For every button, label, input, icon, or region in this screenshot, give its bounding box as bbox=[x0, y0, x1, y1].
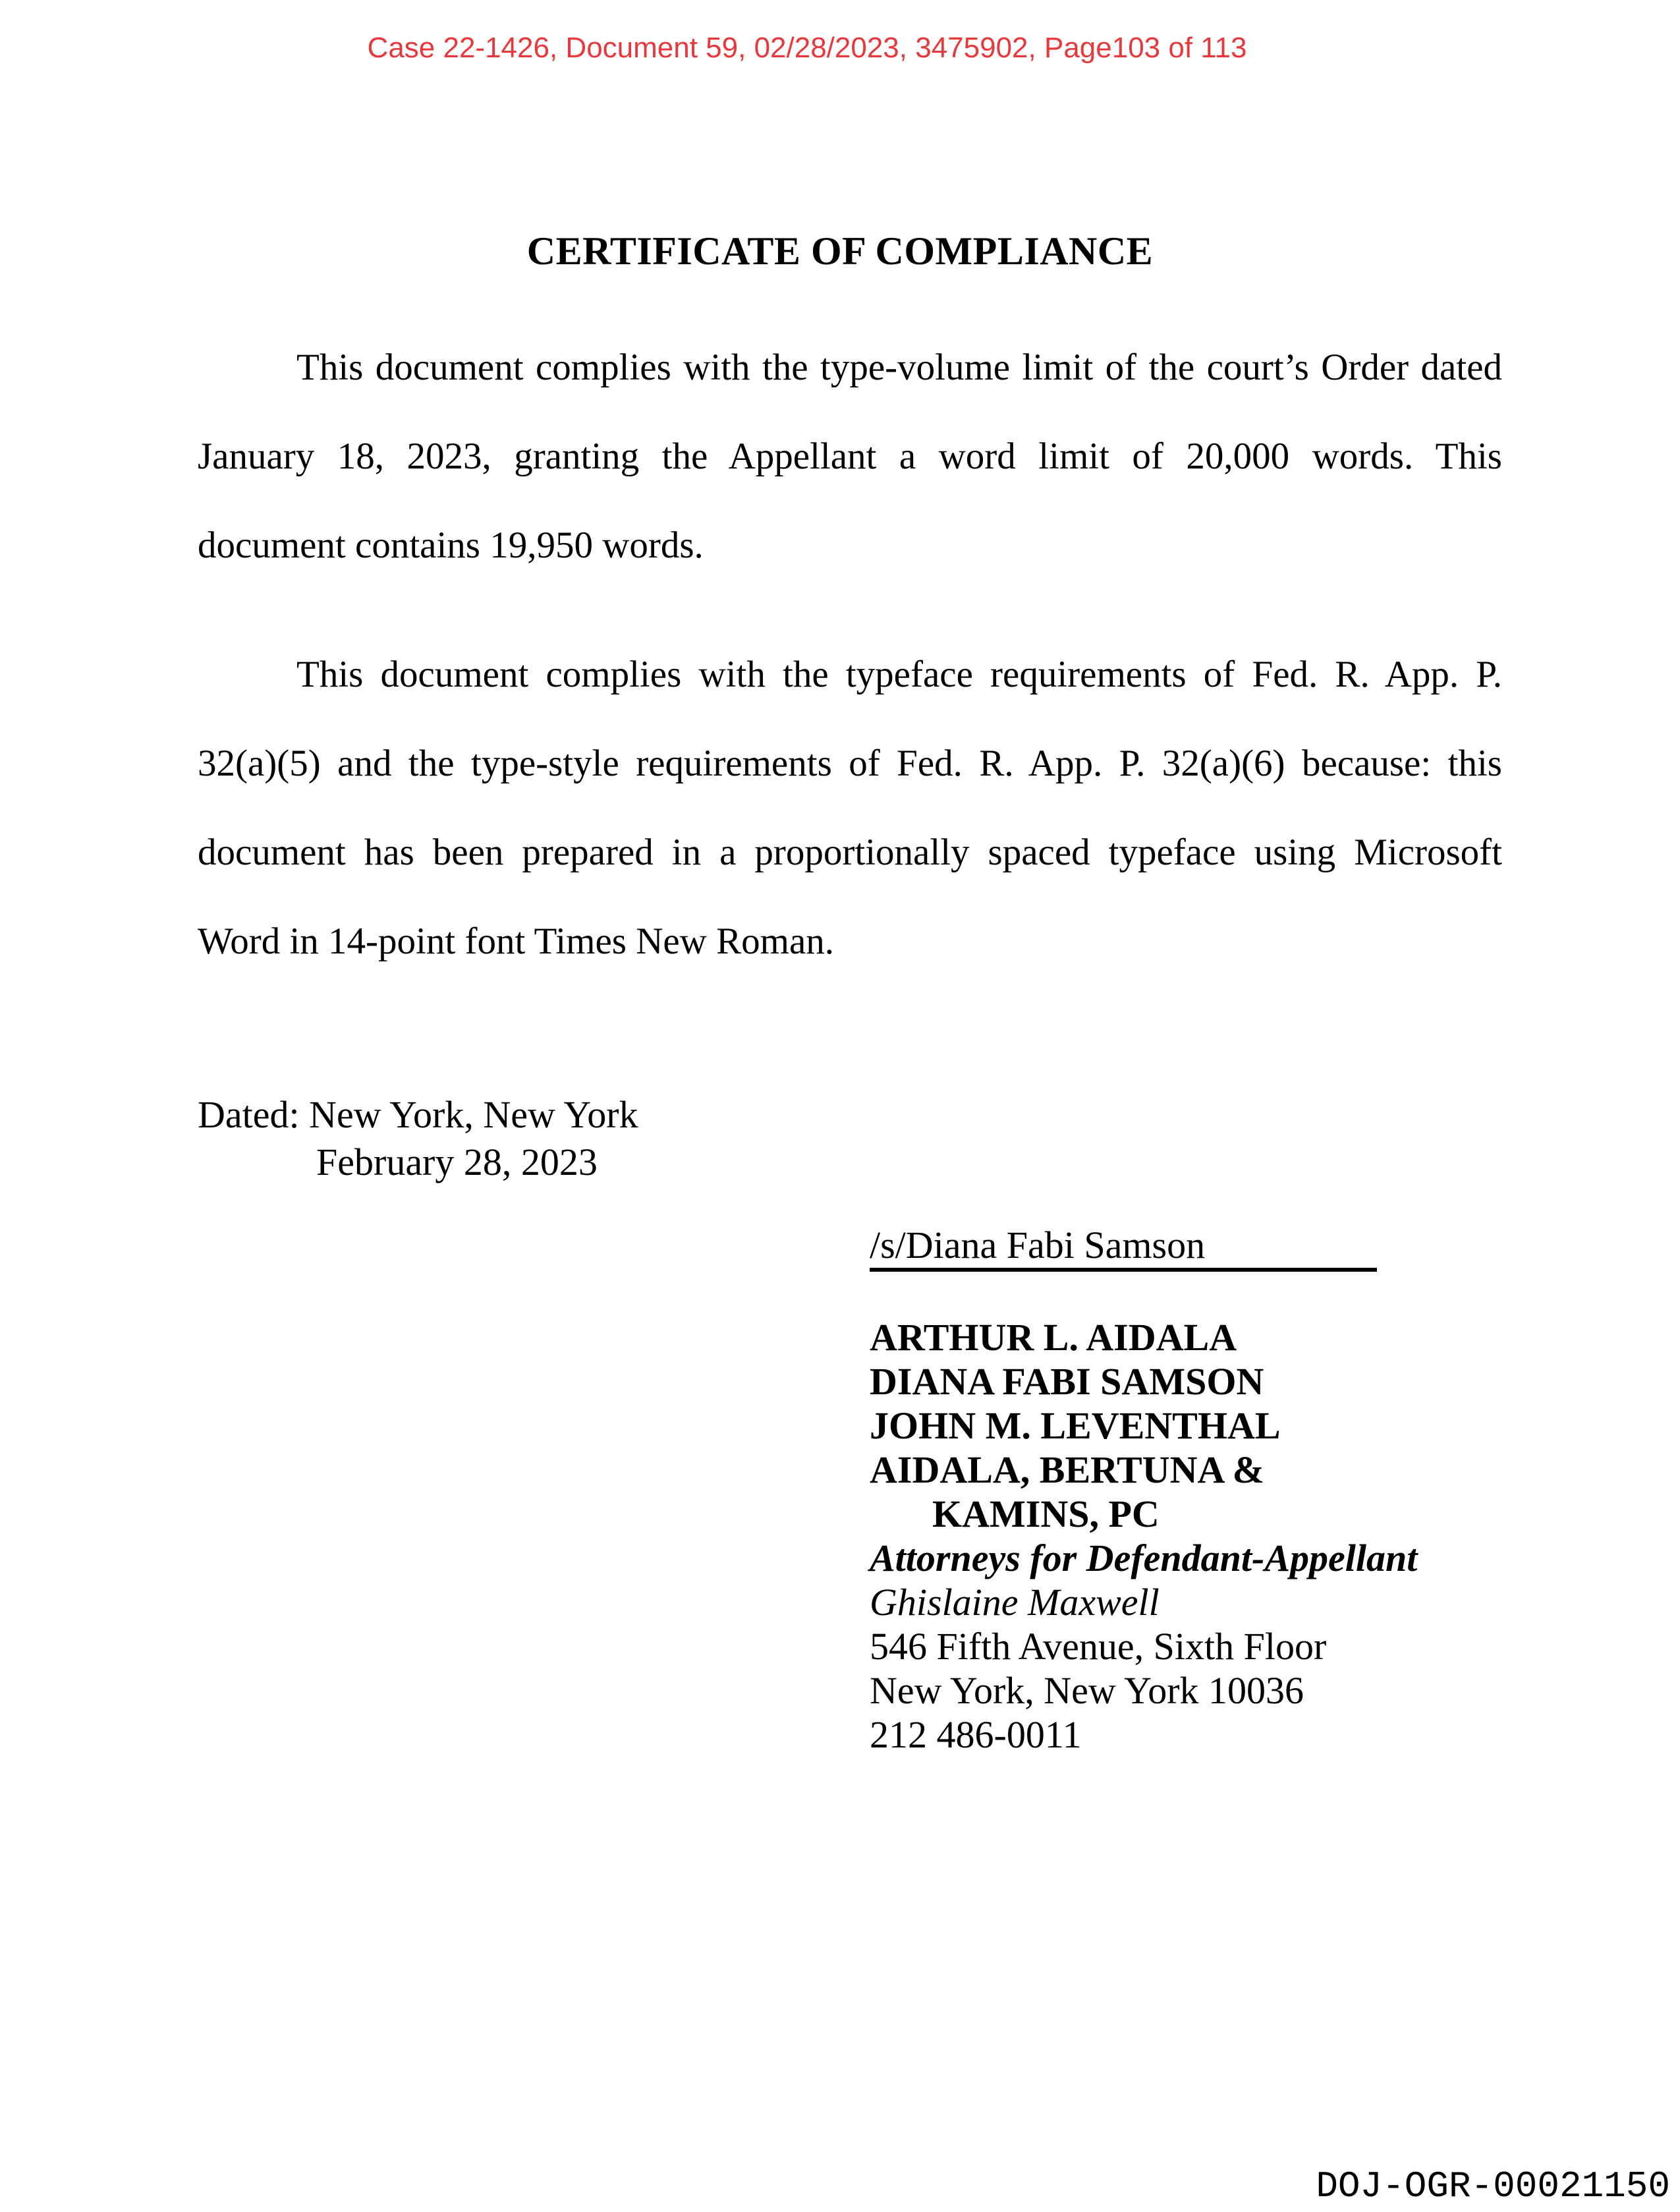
paragraph-type-volume bbox=[198, 323, 1502, 590]
attorney-name: JOHN M. LEVENTHAL bbox=[870, 1404, 1281, 1447]
attorney-role: Attorneys for Defendant-Appellant bbox=[870, 1537, 1418, 1579]
paragraph-line: document has been prepared in a proportionally spaced typeface using Microsoft bbox=[198, 832, 1502, 873]
attorney-block bbox=[870, 1315, 1417, 1757]
client-name: Ghislaine Maxwell bbox=[870, 1581, 1160, 1624]
paragraph-line: 32(a)(5) and the type-style requirements of Fed. R. App. P. 32(a)(6) because: this bbox=[198, 743, 1502, 784]
phone-number: 212 486-0011 bbox=[870, 1713, 1082, 1756]
page-title: CERTIFICATE OF COMPLIANCE bbox=[526, 229, 1154, 273]
firm-name: AIDALA, BERTUNA & bbox=[870, 1448, 1264, 1491]
paragraph-line: document contains 19,950 words. bbox=[198, 525, 704, 566]
paragraph-line: Word in 14-point font Times New Roman. bbox=[198, 921, 834, 962]
case-stamp-header: Case 22-1426, Document 59, 02/28/2023, 3475902, Page103 of 113 bbox=[367, 32, 1247, 64]
address-street: 546 Fifth Avenue, Sixth Floor bbox=[870, 1625, 1327, 1668]
paragraph-line: This document complies with the type-volume limit of the court’s Order dated bbox=[296, 347, 1502, 388]
paragraph-line: January 18, 2023, granting the Appellant a word limit of 20,000 words. This bbox=[198, 436, 1502, 477]
bates-number: DOJ-OGR-00021150 bbox=[1316, 2165, 1670, 2207]
dated-place: Dated: New York, New York bbox=[198, 1093, 638, 1136]
address-city: New York, New York 10036 bbox=[870, 1669, 1304, 1712]
paragraph-line: This document complies with the typeface requirements of Fed. R. App. P. bbox=[296, 654, 1502, 695]
signature-line: /s/Diana Fabi Samson bbox=[870, 1224, 1377, 1272]
dated-block bbox=[198, 1091, 638, 1186]
firm-name-continued: KAMINS, PC bbox=[932, 1492, 1160, 1535]
signature-area bbox=[870, 1224, 1377, 1272]
paragraph-typeface bbox=[198, 630, 1502, 986]
attorney-name: ARTHUR L. AIDALA bbox=[870, 1316, 1237, 1359]
dated-date: February 28, 2023 bbox=[316, 1141, 598, 1183]
attorney-name: DIANA FABI SAMSON bbox=[870, 1360, 1264, 1403]
